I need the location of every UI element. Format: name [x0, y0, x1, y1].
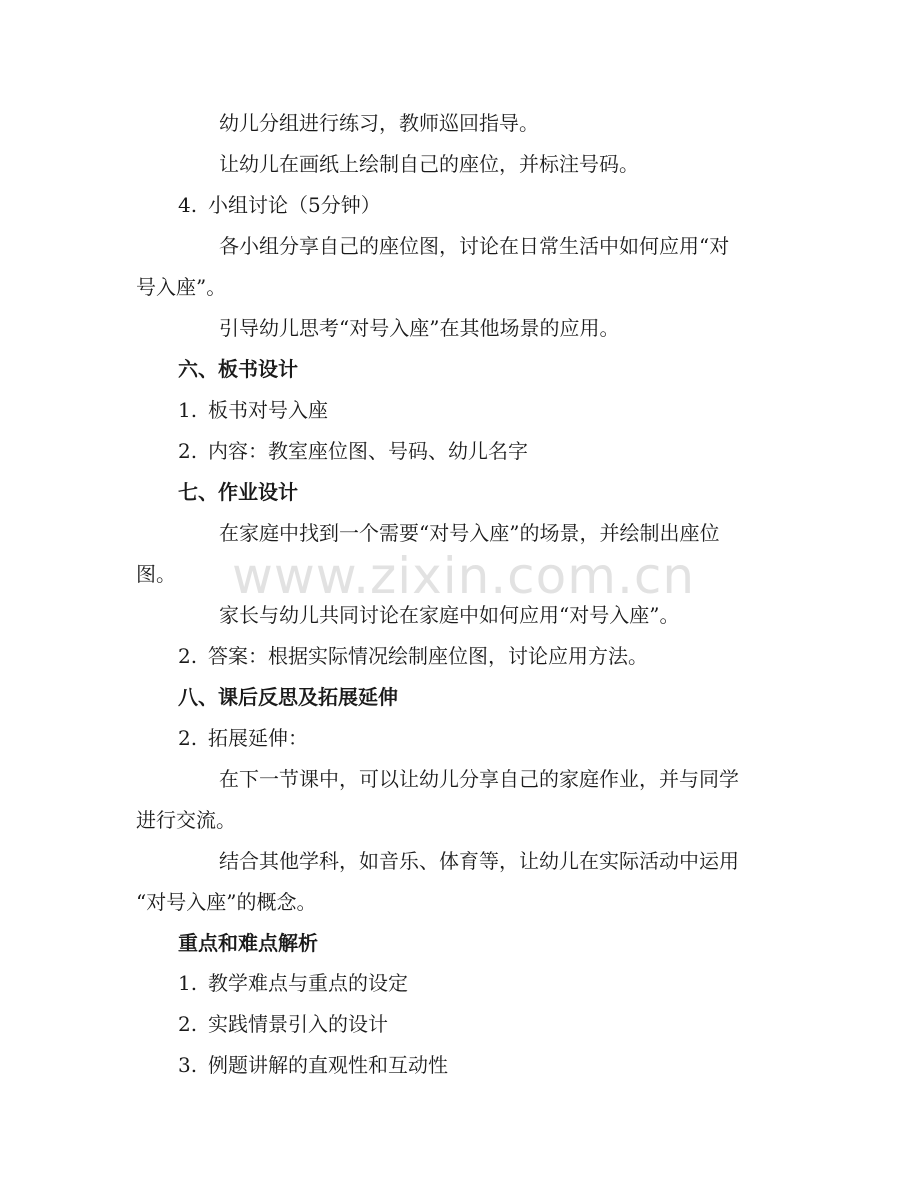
list-number: 2.	[178, 1012, 198, 1036]
watermark: www.zixin.com.cn	[232, 547, 696, 605]
list-item-text: 答案：根据实际情况绘制座位图，讨论应用方法。	[208, 644, 648, 668]
section-heading-reflection: 八、课后反思及拓展延伸	[178, 685, 398, 709]
paragraph-draw-seat: 让幼儿在画纸上绘制自己的座位，并标注号码。	[219, 152, 639, 176]
paragraph-next-class-line2: 进行交流。	[136, 808, 236, 832]
paragraph-share-seat-map-line1: 各小组分享自己的座位图，讨论在日常生活中如何应用“对	[219, 234, 730, 258]
list-number: 2.	[178, 439, 198, 463]
paragraph-homework-line2: 图。	[136, 562, 176, 586]
list-item-text: 例题讲解的直观性和互动性	[208, 1053, 448, 1077]
list-item-text: 内容：教室座位图、号码、幼儿名字	[208, 439, 528, 463]
list-number: 3.	[178, 1053, 198, 1077]
paragraph-group-practice: 幼儿分组进行练习，教师巡回指导。	[219, 111, 539, 135]
list-item-answer	[178, 643, 648, 669]
list-item-group-discussion	[178, 192, 381, 218]
paragraph-next-class-line1: 在下一节课中，可以让幼儿分享自己的家庭作业，并与同学	[219, 767, 739, 791]
list-item-key-point-1	[178, 970, 408, 996]
list-number: 1.	[178, 398, 198, 422]
list-number: 4.	[178, 193, 198, 217]
paragraph-other-subjects-line1: 结合其他学科，如音乐、体育等，让幼儿在实际活动中运用	[219, 849, 739, 873]
list-item-text: 小组讨论（5分钟）	[208, 193, 381, 217]
paragraph-homework-line1: 在家庭中找到一个需要“对号入座”的场景，并绘制出座位	[219, 521, 720, 545]
list-item-blackboard-title	[178, 397, 328, 423]
section-heading-homework: 七、作业设计	[178, 480, 298, 504]
list-item-text: 板书对号入座	[208, 398, 328, 422]
list-item-blackboard-content	[178, 438, 528, 464]
list-number: 2.	[178, 726, 198, 750]
section-heading-blackboard: 六、板书设计	[178, 357, 298, 381]
paragraph-share-seat-map-line2: 号入座”。	[136, 275, 227, 299]
list-item-key-point-2	[178, 1011, 388, 1037]
list-item-text: 教学难点与重点的设定	[208, 971, 408, 995]
list-number: 2.	[178, 644, 198, 668]
section-heading-key-points: 重点和难点解析	[178, 931, 318, 955]
paragraph-other-subjects-line2: “对号入座”的概念。	[136, 890, 317, 914]
list-item-text: 实践情景引入的设计	[208, 1012, 388, 1036]
paragraph-parents-discuss: 家长与幼儿共同讨论在家庭中如何应用“对号入座”。	[219, 603, 680, 627]
list-item-text: 拓展延伸：	[208, 726, 308, 750]
list-item-key-point-3	[178, 1052, 448, 1078]
list-item-extension	[178, 725, 308, 751]
list-number: 1.	[178, 971, 198, 995]
paragraph-guide-thinking: 引导幼儿思考“对号入座”在其他场景的应用。	[219, 316, 620, 340]
